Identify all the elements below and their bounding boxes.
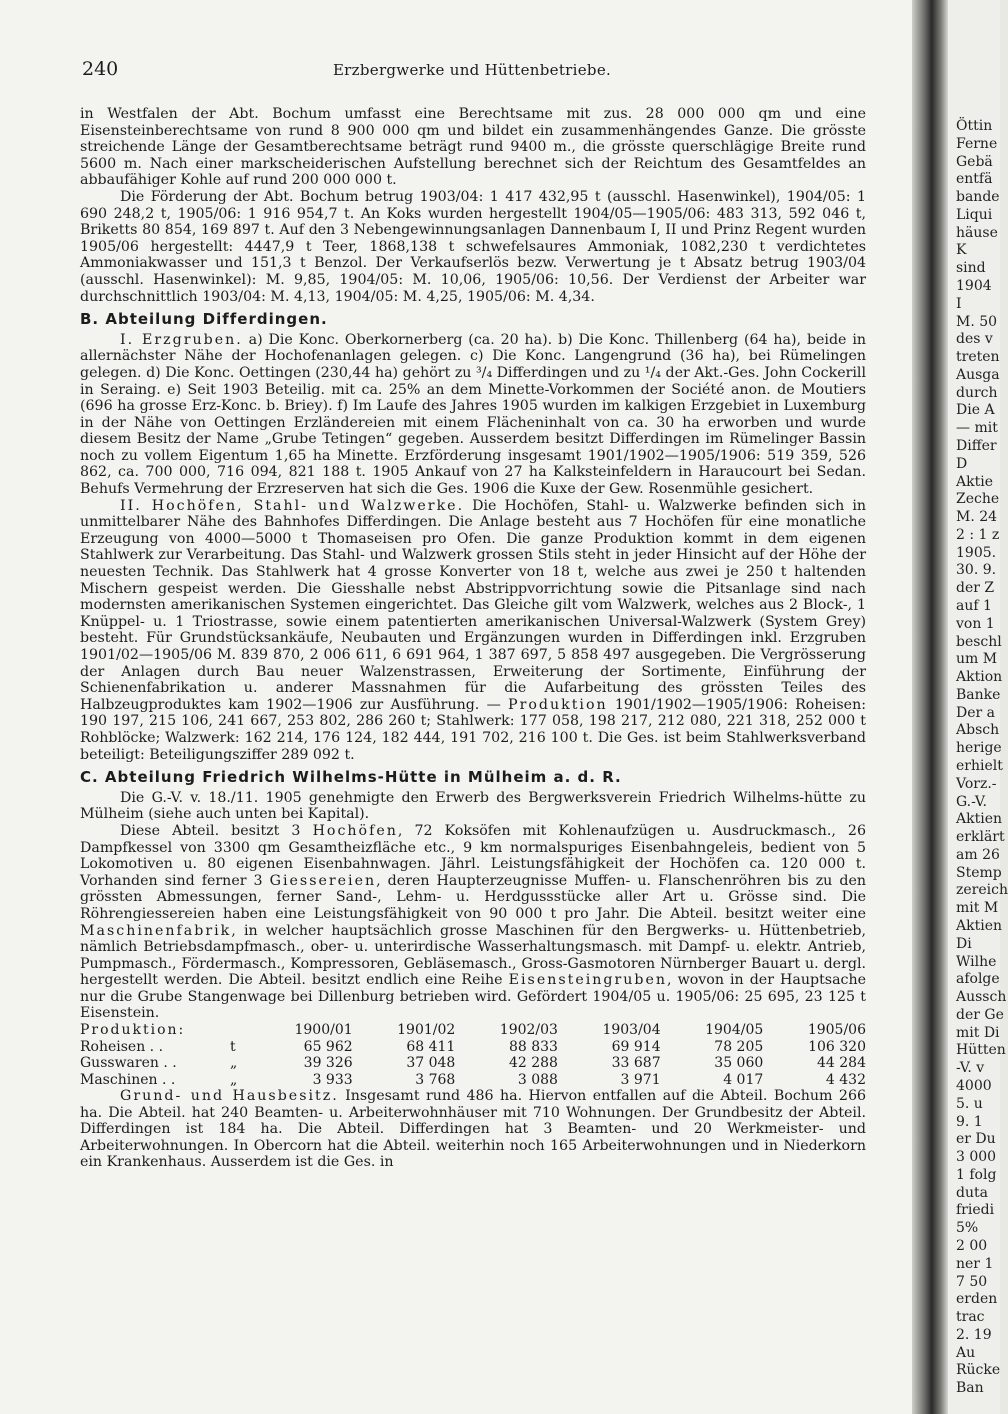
table-cell: 44 284 <box>817 1055 866 1072</box>
adjacent-page-line: am 26 <box>956 847 1000 863</box>
adjacent-page-line: 9. 1 <box>956 1114 983 1130</box>
term-maschinenfabrik: Maschinenfabrik <box>80 922 232 939</box>
year-header: 1902/03 <box>499 1022 558 1039</box>
row-label: Maschinen . . <box>80 1071 176 1088</box>
adjacent-page-line: treten <box>956 349 1000 365</box>
table-cell: 65 962 <box>303 1038 353 1055</box>
row-label: Roheisen . . <box>80 1038 164 1055</box>
adjacent-page-line: afolge <box>956 971 1000 987</box>
adjacent-page-line: mit M <box>956 900 999 916</box>
adjacent-page-line: um M <box>956 651 998 667</box>
adjacent-page-line: 7 50 <box>956 1274 988 1290</box>
adjacent-page-line: friedi <box>956 1202 995 1218</box>
adjacent-page-line: Der a <box>956 705 995 721</box>
adjacent-page-line: D <box>956 456 968 472</box>
table-row <box>80 1072 866 1089</box>
page-number: 240 <box>82 58 119 80</box>
adjacent-page-line: Zeche <box>956 491 1000 507</box>
adjacent-page-line: erden <box>956 1291 998 1307</box>
table-cell: 3 088 <box>517 1071 558 1088</box>
adjacent-page-line: Liqui <box>956 207 993 223</box>
adjacent-page-line: -V. v <box>956 1060 985 1076</box>
adjacent-page-line: Absch <box>956 722 1000 738</box>
text-anlagen-e: , wovon in der Hauptsache nur die Grube Stangenwage bei Dillenburg betrieben wird. Gefördert 1904/05 u. 1905/06: 25 695, 23 125 t Eisenstein. <box>80 972 867 1022</box>
table-cell: 3 971 <box>620 1071 661 1088</box>
adjacent-page-line: der Z <box>956 580 995 596</box>
subheading-grundbesitz: Grund- und Hausbesitz. <box>120 1088 339 1105</box>
page-header <box>82 58 862 88</box>
adjacent-page-line: sind <box>956 260 986 276</box>
book-gutter-shadow <box>912 0 948 1414</box>
adjacent-page-line: Aktien <box>956 811 1002 827</box>
paragraph-gv-erwerb: Die G.-V. v. 18./11. 1905 genehmigte den Erwerb des Bergwerksverein Friedrich Wilhelms-hütte zu Mülheim (siehe auch unten bei Kapital). <box>80 789 866 823</box>
table-row <box>80 1039 866 1056</box>
year-header: 1903/04 <box>602 1022 661 1039</box>
text-anlagen-b: , 72 Koksöfen mit Kohlenaufzügen u. Ausdruckmasch., 26 Dampfkessel von 3300 qm Gesamtheizfläche etc., 9 km normalspuriges Eisenbahngeleis, bedient von 5 Lokomotiven u. 80 eigenen Eisenbahnwagen. Jährl. Leistungsfähigkeit der Hochöfen ca. 120 000 t. Vorhanden sind ferner 3 <box>80 822 866 889</box>
adjacent-page-line: trac <box>956 1309 985 1325</box>
production-table <box>80 1022 866 1088</box>
adjacent-page-line: Ausga <box>956 367 1000 383</box>
running-title: Erzbergwerke und Hüttenbetriebe. <box>332 61 612 79</box>
adjacent-page-line: von 1 <box>956 616 995 632</box>
paragraph-hochoefen <box>80 498 866 764</box>
table-cell: 106 320 <box>808 1038 866 1055</box>
adjacent-page-line: der Ge <box>956 1007 1004 1023</box>
adjacent-page-line: erklärt <box>956 829 1005 845</box>
adjacent-page-line: des v <box>956 331 993 347</box>
production-label: Produktion: <box>80 1022 186 1039</box>
adjacent-page-line: duta <box>956 1185 988 1201</box>
adjacent-page-line: mit Di <box>956 1025 1000 1041</box>
adjacent-page-line: 3 000 <box>956 1149 997 1165</box>
adjacent-page-line: Ferne <box>956 136 998 152</box>
adjacent-page-line: 2 : 1 z <box>956 527 1000 543</box>
table-cell: 3 933 <box>312 1071 353 1088</box>
year-header: 1905/06 <box>807 1022 866 1039</box>
adjacent-page-line: Aktion <box>956 669 1003 685</box>
subheading-produktion: Produktion <box>508 696 608 713</box>
table-cell: 68 411 <box>406 1038 456 1055</box>
adjacent-page-line: Wilhe <box>956 954 997 970</box>
adjacent-page-line: Differ <box>956 438 997 454</box>
paragraph-bochum-foerderung: Die Förderung der Abt. Bochum betrug 1903/04: 1 417 432,95 t (ausschl. Hasenwinkel), 1904/05: 1 690 248,2 t, 1905/06: 1 916 954,7 t. An Koks wurden hergestellt 1904/05—1905/06: 483 313, 592 046 t, Briketts 80 854, 169 897 t. Auf den 3 Nebengewinnungsanlagen Dannenbaum I, II und Prinz Regent wurden 1905/06 hergestellt: 4447,9 t Teer, 1868,138 t schwefelsaures Ammoniak, 1082,230 t verdichtetes Ammoniakwasser und 151,3 t Benzol. Der Verkaufserlös bezw. Verwertung je t Absatz betrug 1903/04 (ausschl. Hasenwinkel): M. 9,85, 1904/05: M. 10,06, 1905/06: 10,56. Der Verdienst der Arbeiter war durchschnittlich 1903/04: M. 4,13, 1904/05: M. 4,25, 1905/06: M. 4,34. <box>80 188 866 305</box>
row-label: Gusswaren . . <box>80 1055 177 1072</box>
text-anlagen-a: Diese Abteil. besitzt 3 <box>120 822 313 839</box>
adjacent-page-line: 5% <box>956 1220 979 1236</box>
table-row <box>80 1055 866 1072</box>
adjacent-page-line: Aktie <box>956 474 993 490</box>
row-unit: t <box>230 1038 236 1055</box>
adjacent-page-line: Aussch <box>956 989 1007 1005</box>
year-header: 1900/01 <box>294 1022 353 1039</box>
production-table-header <box>80 1022 866 1039</box>
text-hochoefen: Die Hochöfen, Stahl- u. Walzwerke befinden sich in unmittelbarer Nähe des Bahnhofes Differdingen. Die Anlage besteht aus 7 Hochöfen für eine monatliche Erzeugung von 4000—5000 t Thomaseisen pro Ofen. Die ganze Produktion kommt in dem eigenen Stahlwerk zur Verarbeitung. Das Stahl- und Walzwerk grossen Stils steht in jeder Hinsicht auf der Höhe der neuesten Technik. Das Stahlwerk hat 4 grosse Konverter von 18 t, welche aus zwei je 250 t haltenden Mischern gespeist werden. Die Giesshalle nebst Abstrippvorrichtung sowie die Pitsanlage sind nach modernsten amerikanischen Systemen eingerichtet. Das Gleiche gilt vom Walzwerk, welches aus 2 Block-, 1 Knüppel- u. 1 Triostrasse, sowie einem patentierten amerikanischen Universal-Walzwerk (System Grey) besteht. Für Grundstücksankäufe, Neubauten und Ergänzungen wurden in Differdingen inkl. Erzgruben 1901/02—1905/06 M. 839 870, 2 006 611, 6 691 964, 1 387 697, 5 858 497 ausgegeben. Die Vergrösserung der Anlagen durch Bau neuer Walzenstrassen, Erweiterung der Sortimente, Einführung der Schienenfabrikation u. anderer Massnahmen für die Aufarbeitung des grössten Teiles des Halbzeugproduktes kam 1902—1906 zur Ausführung. — <box>80 497 866 713</box>
text-produktion: 1901/1902—1905/1906: Roheisen: 190 197, 215 106, 241 667, 253 802, 286 260 t; Stahlwerk: 177 058, 198 217, 212 080, 221 318, 252 000 t Rohblöcke; Walzwerk: 162 214, 176 124, 182 444, 191 702, 216 100 t. Die Ges. ist beim Stahlwerksverband beteiligt: Beteiligungsziffer 289 092 t. <box>80 696 866 763</box>
table-cell: 4 432 <box>825 1071 866 1088</box>
subheading-hochoefen: II. Hochöfen, Stahl- und Walzwerke. <box>120 497 465 514</box>
adjacent-page-line: 5. u <box>956 1096 983 1112</box>
paragraph-bochum-berechtsame: in Westfalen der Abt. Bochum umfasst eine Berechtsame mit zus. 28 000 000 qm und eine Eisensteinberechtsame von rund 8 900 000 qm und bildet ein zusammenhängendes Ganze. Die grösste streichende Länge der Gesamtberechtsame beträgt rund 9400 m., die grösste querschlägige Breite rund 5600 m. Nach einer markscheiderischen Aufstellung berechnet sich der Reichtum des Gesamtfeldes an abbaufähiger Kohle auf rund 200 000 000 t. <box>80 106 866 189</box>
adjacent-page-line: 2 00 <box>956 1238 988 1254</box>
adjacent-page-line: Öttin <box>956 118 993 134</box>
adjacent-page-line: er Du <box>956 1131 996 1147</box>
adjacent-page-line: beschl <box>956 634 1002 650</box>
paragraph-anlagen <box>80 823 866 1022</box>
page-body <box>80 106 866 1171</box>
row-unit: „ <box>230 1055 238 1072</box>
table-cell: 37 048 <box>406 1055 456 1072</box>
table-cell: 33 687 <box>611 1055 661 1072</box>
adjacent-page-line: K <box>956 242 967 258</box>
adjacent-page-line: Au <box>956 1345 976 1361</box>
adjacent-page-line: herige <box>956 740 1002 756</box>
row-unit: „ <box>230 1071 238 1088</box>
adjacent-page-line: Rücke <box>956 1362 1001 1378</box>
year-header: 1901/02 <box>397 1022 456 1039</box>
adjacent-page-fragment <box>948 0 1008 1414</box>
subheading-erzgruben: I. Erzgruben. <box>120 331 243 348</box>
adjacent-page-line: Aktien <box>956 918 1002 934</box>
table-cell: 4 017 <box>723 1071 764 1088</box>
adjacent-page-line: 1905. <box>956 545 997 561</box>
paragraph-erzgruben <box>80 332 866 498</box>
adjacent-page-line: häuse <box>956 225 998 241</box>
adjacent-page-line: Ban <box>956 1380 984 1396</box>
section-heading-friedrich-wilhelms-huette: C. Abteilung Friedrich Wilhelms-Hütte in Mülheim a. d. R. <box>80 768 622 787</box>
adjacent-page-line: I <box>956 296 962 312</box>
adjacent-page-line: bande <box>956 189 1000 205</box>
adjacent-page-line: G.-V. <box>956 794 987 810</box>
table-cell: 42 288 <box>508 1055 558 1072</box>
table-cell: 39 326 <box>303 1055 353 1072</box>
adjacent-page-line: Gebä <box>956 154 993 170</box>
table-cell: 35 060 <box>714 1055 764 1072</box>
adjacent-page-line: Hütten <box>956 1042 1006 1058</box>
term-giessereien: Giessereien <box>269 872 377 889</box>
table-cell: 88 833 <box>508 1038 558 1055</box>
adjacent-page-line: 30. 9. <box>956 562 997 578</box>
adjacent-page-line: zereich <box>956 882 1008 898</box>
adjacent-page-line: 2. 19 <box>956 1327 992 1343</box>
adjacent-page-line: 4000 <box>956 1078 992 1094</box>
text-anlagen-d: , in welcher hauptsächlich grosse Maschinen für den Bergwerks- u. Hüttenbetrieb, nämlich Betriebsdampfmasch., ober- u. unterirdische Wasserhaltungsmasch. mit Dampf- u. elektr. Antrieb, Pumpmasch., Fördermasch., Kompressoren, Gebläsemasch., Gross-Gasmotoren Nürnberger Bauart u. dergl. hergestellt werden. Die Abteil. besitzt endlich eine Reihe <box>80 922 866 989</box>
adjacent-page-line: M. 50 <box>956 314 998 330</box>
adjacent-page-line: 1 folg <box>956 1167 997 1183</box>
year-header: 1904/05 <box>705 1022 764 1039</box>
adjacent-page-line: Vorz.- <box>956 776 997 792</box>
adjacent-page-line: M. 24 <box>956 509 998 525</box>
adjacent-page-line: durch <box>956 385 998 401</box>
paragraph-grundbesitz <box>80 1088 866 1171</box>
text-erzgruben: a) Die Konc. Oberkornerberg (ca. 20 ha). b) Die Konc. Thillenberg (64 ha), beide in allernächster Nähe der Hochofenanlagen gelegen. c) Die Konc. Langengrund (36 ha), bei Rümelingen gelegen. d) Die Konc. Oettingen (230,44 ha) gehört zu ³/₄ Differdingen und zu ¹/₄ der Akt.-Ges. John Cockerill in Seraing. e) Seit 1903 Beteilig. mit ca. 25% an dem Minette-Vorkommen der Société anon. de Moutiers (696 ha grosse Erz-Konc. b. Briey). f) Im Laufe des Jahres 1905 wurden im kalkigen Erzgebiet in Luxemburg in der Nähe von Oettingen Erzländereien mit einem Flächeninhalt von ca. 30 ha erworben und wurde diesem Besitz der Name „Grube Tetingen“ gegeben. Ausserdem besitzt Differdingen im Rümelinger Bassin noch zu vollem Eigentum 1,65 ha Minette. Erzförderung insgesamt 1901/1902—1905/1906: 519 359, 526 862, ca. 700 000, 716 094, 821 188 t. 1905 Ankauf von 27 ha Kalksteinfeldern in Haraucourt bei Sedan. Behufs Vermehrung der Erzreserven hat sich die Ges. 1906 die Kuxe der Gew. Rosenmühle gesichert. <box>80 331 866 498</box>
term-hochoefen: Hochöfen <box>312 822 398 839</box>
text-grundbesitz: Insgesamt rund 486 ha. Hiervon entfallen auf die Abteil. Bochum 266 ha. Die Abteil. hat 240 Beamten- u. Arbeiterwohnhäuser mit 710 Wohnungen. Der Grundbesitz der Abteil. Differdingen ist 184 ha. Die Abteil. Differdingen hat 3 Beamten- und 20 Werkmeister- und Arbeiterwohnungen. In Obercorn hat die Abteil. weiterhin noch 165 Arbeiterwohnungen und in Niederkorn ein Krankenhaus. Ausserdem ist die Ges. in <box>80 1088 866 1171</box>
adjacent-page-line: Stemp <box>956 865 1002 881</box>
adjacent-page-line: entfä <box>956 171 993 187</box>
table-cell: 3 768 <box>415 1071 456 1088</box>
section-heading-differdingen: B. Abteilung Differdingen. <box>80 310 328 329</box>
adjacent-page-line: Die A <box>956 402 995 418</box>
adjacent-page-line: 1904 <box>956 278 992 294</box>
adjacent-page-line: Banke <box>956 687 1001 703</box>
adjacent-page-line: ner 1 <box>956 1256 994 1272</box>
table-cell: 69 914 <box>611 1038 661 1055</box>
term-eisensteingruben: Eisensteingruben <box>508 972 668 989</box>
adjacent-page-line: Di <box>956 936 972 952</box>
text-anlagen-c: , deren Haupterzeugnisse Muffen- u. Flanschenröhren bis zu den grössten Abmessungen, ferner Sand-, Lehm- u. Herdgussstücke aller Art u. Grösse sind. Die Röhrengiessereien haben eine Leistungsfähigkeit von 90 000 t pro Jahr. Die Abteil. besitzt weiter eine <box>80 872 866 922</box>
adjacent-page-line: — mit <box>956 420 998 436</box>
table-cell: 78 205 <box>714 1038 764 1055</box>
adjacent-page-line: auf 1 <box>956 598 992 614</box>
adjacent-page-line: erhielt <box>956 758 1003 774</box>
